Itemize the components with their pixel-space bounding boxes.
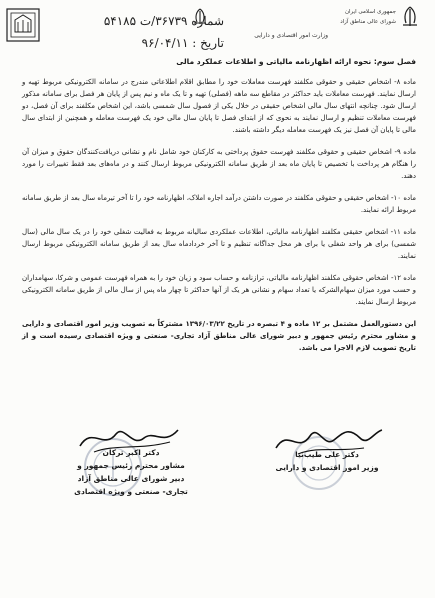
signer-title: تجاری- صنعتی و ویژه اقتصادی [74, 487, 188, 496]
chapter-heading: فصل سوم: نحوه ارائه اظهارنامه مالیاتی و اطلاعات عملکرد مالی [176, 57, 416, 66]
org-name-republic: جمهوری اسلامی ایران [344, 9, 396, 15]
signer-name: دکتر اکبر ترکان [102, 448, 160, 457]
ministry-emblem-icon [6, 8, 40, 42]
org-name-free-zones: شورای عالی مناطق آزاد [340, 19, 396, 25]
signer-name: دکتر علی طیب‌نیا [295, 450, 359, 459]
article-11: ماده ۱۱- اشخاص حقیقی مکلفند اظهارنامه مالیاتی، اطلاعات عملکردی سالیانه مربوط به فعالیت شغلی خود را در یک سال مالی (سال شمسی) برای هر واحد شغلی یا برای هر محل جداگانه تنظیم و تا آخر خردادماه سال بعد از طریق سامانه الکترونیکی مربوط ارسال نمایند. [22, 228, 416, 260]
org-name-ministry: وزارت امور اقتصادی و دارایی [254, 32, 328, 39]
iran-emblem-icon [398, 6, 422, 28]
letter-date: تاریخ : ۹۶/۰۴/۱۱ [141, 36, 224, 50]
article-8: ماده ۸- اشخاص حقیقی و حقوقی مکلفند فهرست معاملات خود را مطابق اقلام اطلاعاتی مندرج در سامانه الکترونیکی مربوط تهیه و ارسال نمایند. فهرست معاملات باید حداکثر در مقاطع سه ماهه (فصلی) تهیه و تا یک ماه و نیم پس از پایان هر فصل برای سامانه مذکور ارسال شود. چنانچه انتهای سال مالی اشخاص حقیقی در خلال یکی از فصول سال شمسی باشد، این اشخاص مکلفند برای آن فصل، دو فهرست معاملات تنظیم و ارسال نمایند به نحوی که از ابتدای فصل تا پایان سال مالی خود یک فهرست معامله و همچنین از ابتدای سال مالی تا پایان آن فصل نیز یک فهرست معامله دیگر داشته باشند. [22, 78, 416, 134]
article-12: ماده ۱۲- اشخاص حقوقی مکلفند اظهارنامه مالیاتی، ترازنامه و حساب سود و زیان خود را به همراه فهرست عمومی و شرکا، سهامداران و حسب مورد میزان سهام‌الشرکه یا تعداد سهام و نشانی هر یک از آنها حداکثر تا چهار ماه پس از سال مالی از طریق سامانه الکترونیکی مربوط ارسال نمایند. [22, 274, 416, 306]
signer-title: دبیر شورای عالی مناطق آزاد [77, 474, 185, 483]
signature-block-minister [252, 448, 402, 474]
signer-title: مشاور محترم رئیس جمهور و [77, 461, 185, 470]
closing-statement: این دستورالعمل مشتمل بر ۱۲ ماده و ۴ تبصره در تاریخ ۱۳۹۶/۰۳/۲۲ مشترکاً به تصویب وزیر امور اقتصادی و دارایی و مشاور محترم رئیس جمهور و دبیر شورای عالی مناطق آزاد تجاری- صنعتی و ویژه اقتصادی رسیده است و از تاریخ تصویب لازم الاجرا می باشد. [22, 320, 416, 352]
article-9: ماده ۹- اشخاص حقیقی و حقوقی مکلفند فهرست حقوق پرداختی به کارکنان خود شامل نام و نشانی دریافت‌کنندگان حقوق و میزان آن را هنگام هر پرداخت با تخصیص تا پایان ماه بعد از طریق سامانه الکترونیکی مربوط ارسال کنند و در ماه‌های بعد فقط تغییرات را مورد دهند. [22, 148, 416, 180]
letter-number: شماره ۳۶۷۳۹/ت ۵۴۱۸۵ [103, 14, 224, 28]
signature-block-advisor [56, 446, 206, 498]
org-block-right [336, 6, 396, 40]
article-10: ماده ۱۰- اشخاص حقیقی و حقوقی مکلفند در صورت داشتن درآمد اجاره املاک، اظهارنامه خود را تا آخر تیرماه سال بعد از طریق سامانه مربوط ارائه نمایند. [22, 194, 416, 214]
document-body [22, 56, 416, 364]
signer-title: وزیر امور اقتصادی و دارایی [275, 463, 379, 472]
